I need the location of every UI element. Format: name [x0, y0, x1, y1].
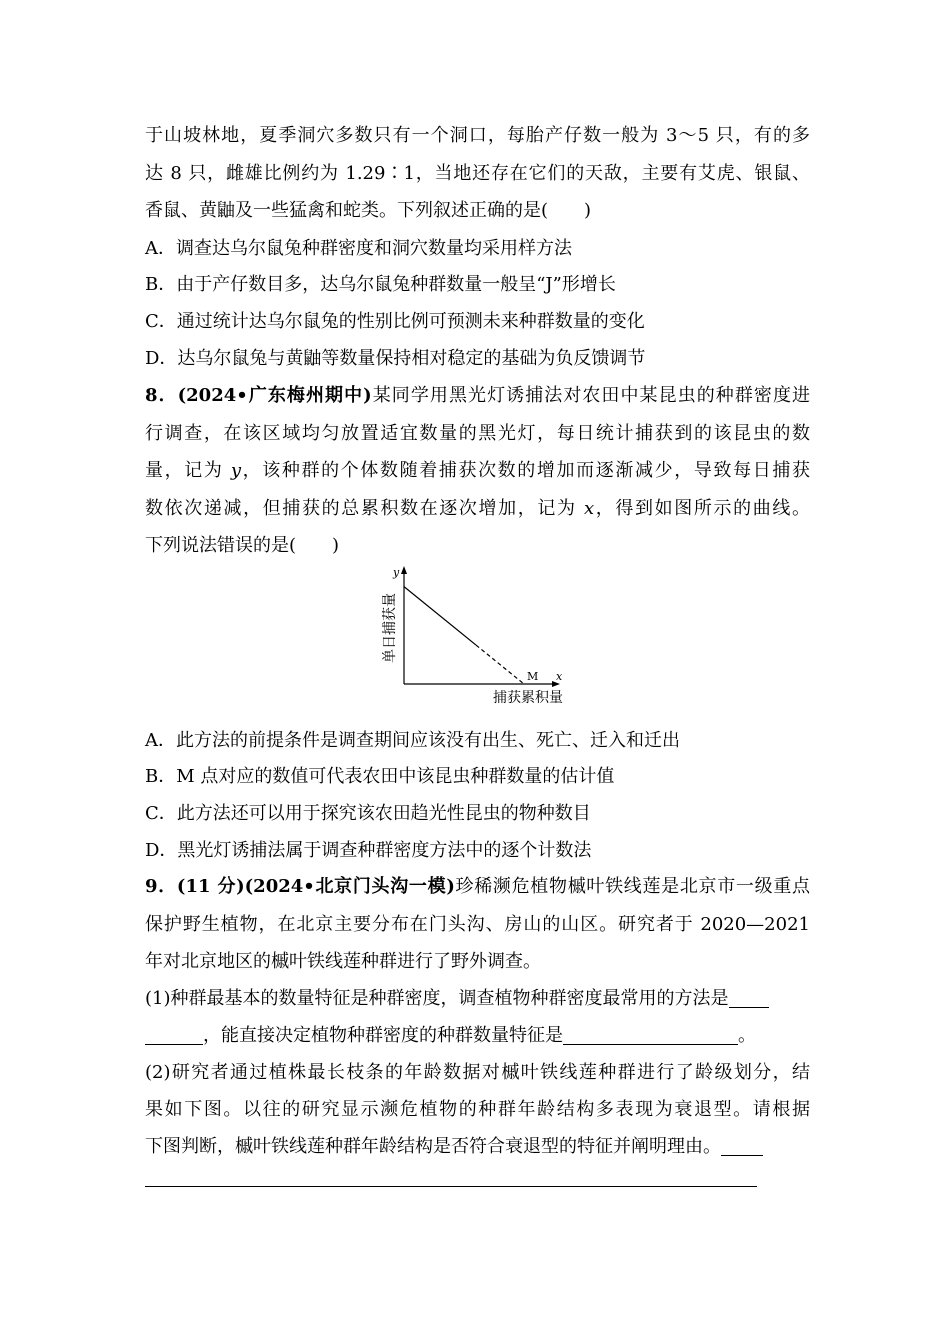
q7-text-line-1: 于山坡林地，夏季洞穴多数只有一个洞口，每胎产仔数一般为 3～5 只，有的多 [145, 125, 810, 146]
q8-text-line-3-b: ，该种群的个体数随着捕获次数的增加而逐渐减少，导致每日捕获 [241, 460, 810, 481]
answer-blank-1a[interactable] [729, 987, 769, 1008]
q9-part-2-line-3 [145, 1134, 810, 1160]
q7-text-line-3: 香鼠、黄鼬及一些猛禽和蛇类。下列叙述正确的是( ) [145, 200, 592, 221]
q8-text-line-1 [145, 383, 810, 409]
answer-blank-1b[interactable] [145, 1024, 203, 1045]
q9-part-2-line-2: 果如下图。以往的研究显示濒危植物的种群年龄结构多表现为衰退型。请根据 [145, 1099, 810, 1120]
q8-option-c: C．此方法还可以用于探究该农田趋光性昆虫的物种数目 [145, 803, 591, 824]
q9-part-1-text: (1)种群最基本的数量特征是种群密度，调查植物种群密度最常用的方法是 [145, 988, 729, 1009]
q8-var-y: y [230, 460, 241, 481]
q7-option-a: A．调查达乌尔鼠兔种群密度和洞穴数量均采用样方法 [145, 238, 572, 259]
series-dashed-line [476, 645, 524, 684]
q8-number: 8． [145, 385, 178, 406]
q8-text-line-3-a: 量，记为 [145, 460, 231, 481]
q8-source: (2024•广东梅州期中) [177, 385, 372, 406]
series-solid-line [404, 587, 476, 645]
q8-text-line-4-b: ，得到如图所示的曲线。 [594, 498, 810, 519]
q8-option-d: D．黑光灯诱捕法属于调查种群密度方法中的逐个计数法 [145, 840, 592, 861]
q9-text-line-2: 保护野生植物，在北京主要分布在门头沟、房山的山区。研究者于 2020—2021 [145, 914, 810, 935]
q7-option-c: C．通过统计达乌尔鼠兔的性别比例可预测未来种群数量的变化 [145, 311, 645, 332]
answer-blank-2[interactable] [563, 1024, 738, 1045]
q8-option-a: A．此方法的前提条件是调查期间应该没有出生、死亡、迁入和迁出 [145, 730, 680, 751]
answer-blank-3a[interactable] [721, 1135, 763, 1156]
q9-part-1-line-2 [145, 1023, 810, 1049]
q8-text-line-1-body: 某同学用黑光灯诱捕法对农田中某昆虫的种群密度进 [371, 385, 810, 406]
q8-var-x: x [584, 498, 595, 519]
q9-text-line-3: 年对北京地区的槭叶铁线莲种群进行了野外调查。 [145, 951, 541, 972]
q9-text-line-1 [145, 874, 810, 900]
q8-option-b: B．M 点对应的数值可代表农田中该昆虫种群数量的估计值 [145, 766, 615, 787]
q9-part-2-text-c: 下图判断，槭叶铁线莲种群年龄结构是否符合衰退型的特征并阐明理由。 [145, 1136, 721, 1157]
q8-text-line-2: 行调查，在该区域均匀放置适宜数量的黑光灯，每日统计捕获到的该昆虫的数 [145, 423, 810, 444]
point-m-label: M [527, 670, 539, 683]
q9-text-line-1-body: 珍稀濒危植物槭叶铁线莲是北京市一级重点 [454, 876, 811, 897]
q9-part-1-text-b: ，能直接决定植物种群密度的种群数量特征是 [203, 1025, 563, 1046]
q7-option-b: B．由于产仔数目多，达乌尔鼠兔种群数量一般呈“J”形增长 [145, 274, 616, 295]
q9-source: (11 分)(2024•北京门头沟一模) [176, 876, 455, 897]
q7-text-line-2: 达 8 只，雌雄比例约为 1.29∶1，当地还存在它们的天敌，主要有艾虎、银鼠、 [145, 163, 810, 184]
y-axis-arrow [401, 566, 407, 574]
q8-text-line-3 [145, 458, 810, 484]
q7-option-d: D．达乌尔鼠兔与黄鼬等数量保持相对稳定的基础为负反馈调节 [145, 348, 646, 369]
q8-text-line-4-a: 数依次递减，但捕获的总累积数在逐次增加，记为 [145, 498, 584, 519]
x-axis-title: 捕获累积量 [493, 690, 563, 706]
q9-part-2-line-1: (2)研究者通过植株最长枝条的年龄数据对槭叶铁线莲种群进行了龄级划分，结 [145, 1062, 810, 1083]
y-axis-var-label: y [393, 566, 400, 579]
y-axis-title: 单日捕获量 [382, 593, 398, 663]
x-axis-var-label: x [556, 670, 563, 683]
q9-number: 9． [145, 876, 177, 897]
q9-part-1-text-c: 。 [738, 1025, 756, 1046]
q8-text-line-5: 下列说法错误的是( ) [145, 535, 340, 556]
capture-curve-figure [360, 560, 580, 710]
answer-blank-3b[interactable] [145, 1186, 757, 1187]
q8-text-line-4 [145, 496, 810, 522]
q9-part-1-line-1 [145, 986, 810, 1012]
